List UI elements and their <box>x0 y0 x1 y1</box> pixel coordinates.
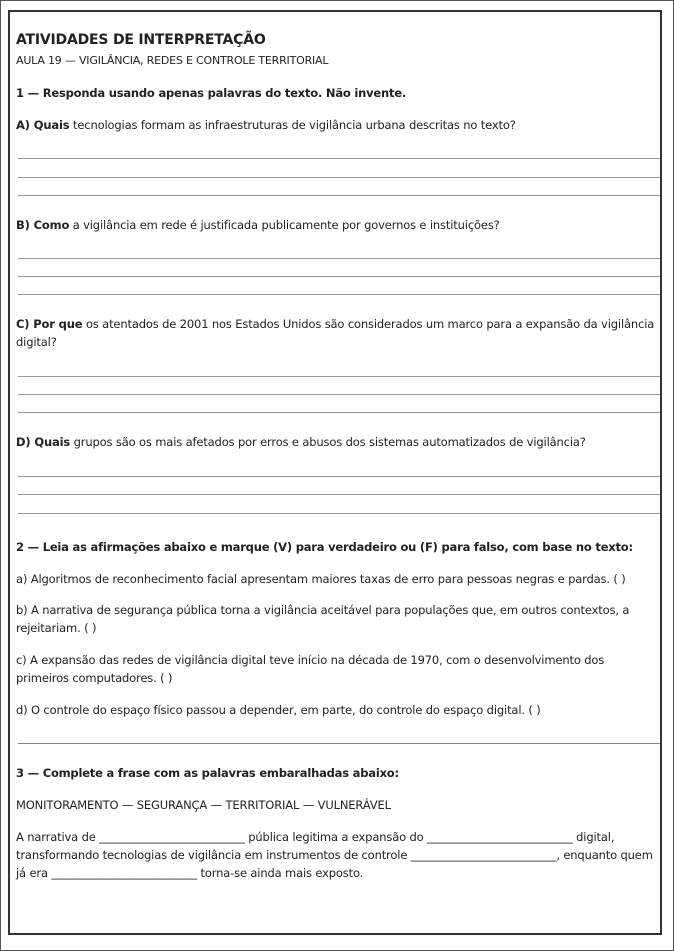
question-d <box>16 433 660 451</box>
question-a-text: tecnologias formam as infraestruturas de vigilância urbana descritas no texto? <box>69 118 516 132</box>
question-b <box>16 216 660 234</box>
statement-c: c) A expansão das redes de vigilância digital teve início na década de 1970, com o desenvolvimento dos primeiros computadores. ( ) <box>16 653 605 685</box>
answer-line[interactable] <box>18 276 660 277</box>
question-b-lead: B) Como <box>16 218 70 232</box>
word-bank: MONITORAMENTO — SEGURANÇA — TERRITORIAL — VULNERÁVEL <box>16 798 391 812</box>
worksheet-subtitle: AULA 19 — VIGILÂNCIA, REDES E CONTROLE TERRITORIAL <box>16 54 329 67</box>
question-c <box>16 315 660 351</box>
answer-line[interactable] <box>18 494 660 495</box>
answer-line[interactable] <box>18 258 660 259</box>
answer-line[interactable] <box>18 158 660 159</box>
question-a-lead: A) Quais <box>16 118 70 132</box>
answer-line[interactable] <box>18 195 660 196</box>
section-2-heading: 2 — Leia as afirmações abaixo e marque (V) para verdadeiro ou (F) para falso, com base no texto: <box>16 540 633 554</box>
answer-line[interactable] <box>18 394 660 395</box>
question-a <box>16 116 660 134</box>
question-d-text: grupos são os mais afetados por erros e abusos dos sistemas automatizados de vigilância? <box>70 435 586 449</box>
section-divider <box>18 743 660 744</box>
section-1-heading: 1 — Responda usando apenas palavras do texto. Não invente. <box>16 86 407 100</box>
section-3-heading: 3 — Complete a frase com as palavras embaralhadas abaixo: <box>16 766 399 780</box>
answer-line[interactable] <box>18 513 660 514</box>
answer-line[interactable] <box>18 294 660 295</box>
statement-a: a) Algoritmos de reconhecimento facial apresentam maiores taxas de erro para pessoas negras e pardas. ( ) <box>16 572 626 586</box>
answer-line[interactable] <box>18 476 660 477</box>
worksheet-title: ATIVIDADES DE INTERPRETAÇÃO <box>16 32 266 48</box>
fill-in-sentence: A narrativa de __________________________ pública legitima a expansão do __________________________ digital, transformando tecnologias de vigilância em instrumentos de controle __________________________, enquanto quem já era __________________________ torna-se ainda mais exposto. <box>16 830 653 880</box>
question-c-text: os atentados de 2001 nos Estados Unidos são considerados um marco para a expansão da vigilância digital? <box>16 317 655 349</box>
question-d-lead: D) Quais <box>16 435 71 449</box>
question-c-lead: C) Por que <box>16 317 83 331</box>
answer-line[interactable] <box>18 177 660 178</box>
question-b-text: a vigilância em rede é justificada publicamente por governos e instituições? <box>69 218 500 232</box>
answer-line[interactable] <box>18 376 660 377</box>
statement-b: b) A narrativa de segurança pública torna a vigilância aceitável para populações que, em outros contextos, a rejeitariam. ( ) <box>16 603 630 635</box>
statement-d: d) O controle do espaço físico passou a depender, em parte, do controle do espaço digital. ( ) <box>16 703 541 717</box>
answer-line[interactable] <box>18 412 660 413</box>
